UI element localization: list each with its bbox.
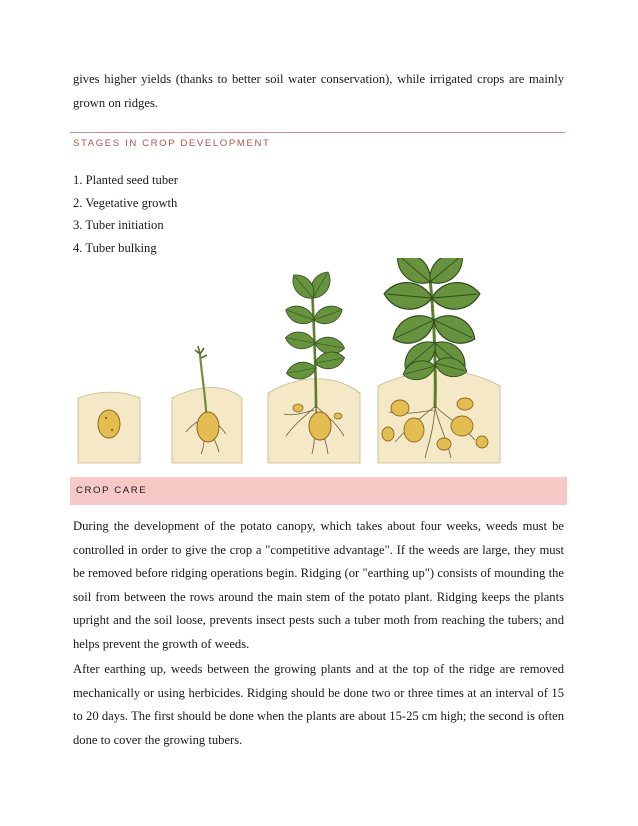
crop-care-heading-band	[70, 477, 567, 505]
list-item: 2. Vegetative growth	[73, 195, 178, 210]
stage-vegetative-growth	[172, 346, 242, 463]
section-divider	[70, 132, 565, 133]
list-item: 4. Tuber bulking	[73, 240, 157, 255]
crop-care-paragraph-1: During the development of the potato canopy, which takes about four weeks, weeds must be controlled in order to give the crop a "competitive advantage". If the weeds are large, they must be removed before ridging operations begin. Ridging (or "earthing up") consists of mounding the soil from between the rows around the main stem of the potato plant. Ridging keeps the plants upright and the soil loose, prevents insect pests such a tuber moth from reaching the tubers; and helps prevent the growth of weeds.	[73, 519, 564, 651]
stage-planted-seed-tuber	[78, 392, 140, 463]
potato-growth-stages-illustration	[70, 258, 510, 468]
stage-tuber-initiation	[268, 268, 360, 463]
section-heading-crop-care: CROP CARE	[76, 485, 148, 496]
intro-paragraph: gives higher yields (thanks to better soil water conservation), while irrigated crops are mainly grown on ridges.	[73, 72, 564, 110]
list-item: 3. Tuber initiation	[73, 218, 164, 232]
list-item: 1. Planted seed tuber	[73, 173, 178, 187]
section-heading-stages: STAGES IN CROP DEVELOPMENT	[73, 138, 271, 149]
stages-list	[73, 169, 178, 259]
stage-tuber-bulking	[378, 258, 500, 463]
crop-care-paragraph-2: After earthing up, weeds between the growing plants and at the top of the ridge are removed mechanically or using herbicides. Ridging should be done two or three times at an interval of 15 to 20 days. The first should be done when the plants are about 15-25 cm high; the second is often done to cover the growing tubers.	[73, 662, 564, 747]
